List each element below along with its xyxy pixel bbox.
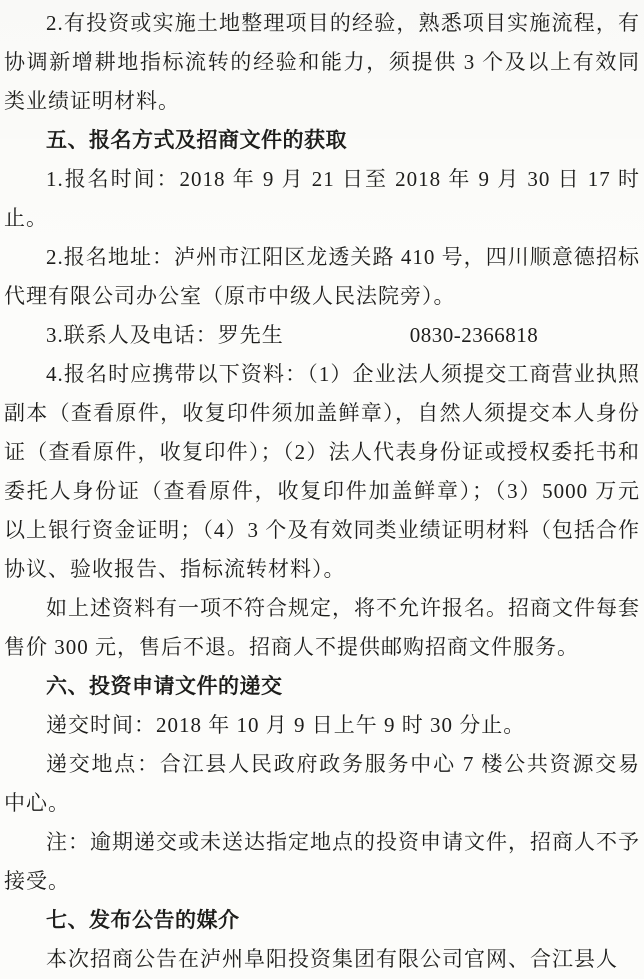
paragraph-required-materials: 4.报名时应携带以下资料：（1）企业法人须提交工商营业执照副本（查看原件，收复印件须加盖鲜章），自然人须提交本人身份证（查看原件，收复印件）；（2）法人代表身份证或授权委托书和委托人身份证（查看原件，收复印件加盖鲜章）；（3）5000 万元以上银行资金证明；（4）3 个及有效同类业绩证明材料（包括合作协议、验收报告、指标流转材料）。 <box>4 362 640 581</box>
section-heading-announcement-media: 七、发布公告的媒介 <box>46 908 240 932</box>
paragraph-qualification-experience: 2.有投资或实施土地整理项目的经验，熟悉项目实施流程，有协调新增耕地指标流转的经验和能力，须提供 3 个及以上有效同类业绩证明材料。 <box>4 11 640 113</box>
paragraph-late-submission-note: 注：逾期递交或未送达指定地点的投资申请文件，招商人不予接受。 <box>4 830 640 893</box>
section-heading-application-submission: 六、投资申请文件的递交 <box>46 674 283 698</box>
contact-phone-number: 0830-2366818 <box>409 323 539 347</box>
contact-label: 3.联系人及电话： <box>46 323 218 347</box>
paragraph-contact <box>4 316 640 355</box>
section-heading-registration-method: 五、报名方式及招商文件的获取 <box>46 128 347 152</box>
paragraph-submission-time: 递交时间：2018 年 10 月 9 日上午 9 时 30 分止。 <box>46 713 526 737</box>
paragraph-document-price-notice: 如上述资料有一项不符合规定，将不允许报名。招商文件每套售价 300 元，售后不退。招商人不提供邮购招商文件服务。 <box>4 596 640 659</box>
paragraph-announcement-media-body: 本次招商公告在泸州阜阳投资集团有限公司官网、合江县人 <box>46 947 618 971</box>
paragraph-registration-time: 1.报名时间：2018 年 9 月 21 日至 2018 年 9 月 30 日 17 时止。 <box>4 167 640 230</box>
paragraph-submission-location: 递交地点：合江县人民政府政务服务中心 7 楼公共资源交易中心。 <box>4 752 640 815</box>
contact-person-name: 罗先生 <box>217 323 284 347</box>
paragraph-registration-address: 2.报名地址：泸州市江阳区龙透关路 410 号，四川顺意德招标代理有限公司办公室（原市中级人民法院旁）。 <box>4 245 640 308</box>
